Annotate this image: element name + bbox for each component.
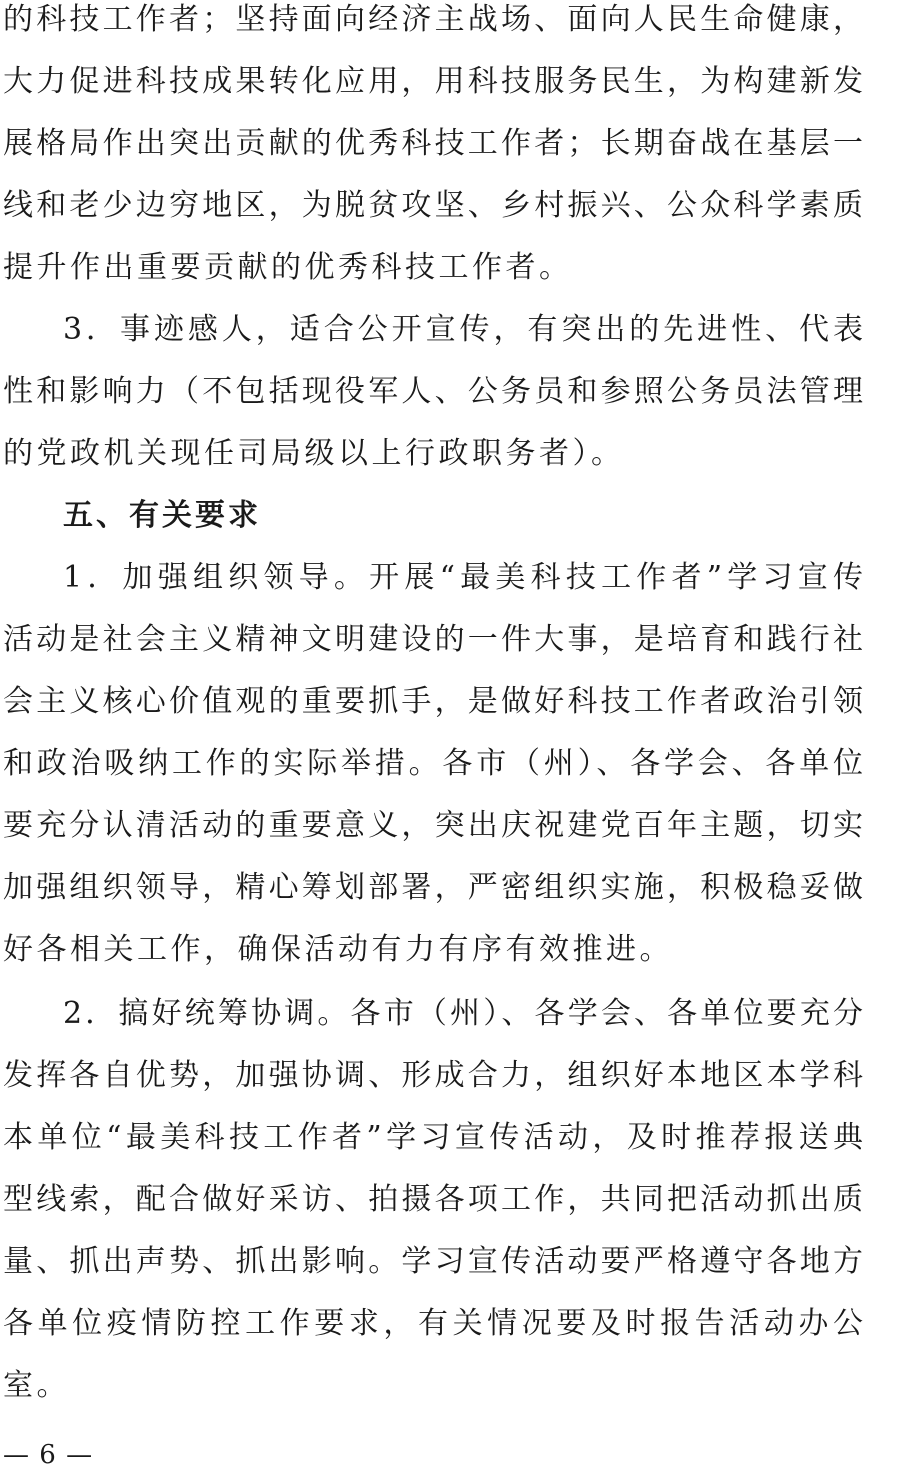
paragraph-line: 加强组织领导，精心筹划部署，严密组织实施，积极稳妥做 <box>3 870 863 905</box>
paragraph-line: 会主义核心价值观的重要抓手，是做好科技工作者政治引领 <box>3 684 863 719</box>
paragraph-line: 展格局作出突出贡献的优秀科技工作者；长期奋战在基层一 <box>3 126 863 161</box>
paragraph-line: 活动是社会主义精神文明建设的一件大事，是培育和践行社 <box>3 622 863 657</box>
paragraph-line: 本单位“最美科技工作者”学习宣传活动，及时推荐报送典 <box>3 1120 863 1155</box>
paragraph-line: 发挥各自优势，加强协调、形成合力，组织好本地区本学科 <box>3 1058 863 1093</box>
paragraph-line: 2．搞好统筹协调。各市（州）、各学会、各单位要充分 <box>63 996 863 1031</box>
paragraph-line: 线和老少边穷地区，为脱贫攻坚、乡村振兴、公众科学素质 <box>3 188 863 223</box>
paragraph-line: 各单位疫情防控工作要求，有关情况要及时报告活动办公 <box>3 1306 863 1341</box>
section-heading: 五、有关要求 <box>63 498 261 533</box>
page-number: — 6 — <box>3 1440 94 1470</box>
paragraph-line: 性和影响力（不包括现役军人、公务员和参照公务员法管理 <box>3 374 863 409</box>
paragraph-line: 1．加强组织领导。开展“最美科技工作者”学习宣传 <box>63 560 863 595</box>
paragraph-line: 3．事迹感人，适合公开宣传，有突出的先进性、代表 <box>63 312 863 347</box>
paragraph-line: 的科技工作者；坚持面向经济主战场、面向人民生命健康， <box>3 2 863 37</box>
paragraph-line: 和政治吸纳工作的实际举措。各市（州）、各学会、各单位 <box>3 746 863 781</box>
paragraph-line: 提升作出重要贡献的优秀科技工作者。 <box>3 250 573 285</box>
paragraph-line: 的党政机关现任司局级以上行政职务者）。 <box>3 436 625 471</box>
paragraph-line: 型线索，配合做好采访、拍摄各项工作，共同把活动抓出质 <box>3 1182 863 1217</box>
paragraph-line: 室。 <box>3 1368 70 1403</box>
paragraph-line: 好各相关工作，确保活动有力有序有效推进。 <box>3 932 673 967</box>
paragraph-line: 大力促进科技成果转化应用，用科技服务民生，为构建新发 <box>3 64 863 99</box>
paragraph-line: 要充分认清活动的重要意义，突出庆祝建党百年主题，切实 <box>3 808 863 843</box>
paragraph-line: 量、抓出声势、抓出影响。学习宣传活动要严格遵守各地方 <box>3 1244 863 1279</box>
